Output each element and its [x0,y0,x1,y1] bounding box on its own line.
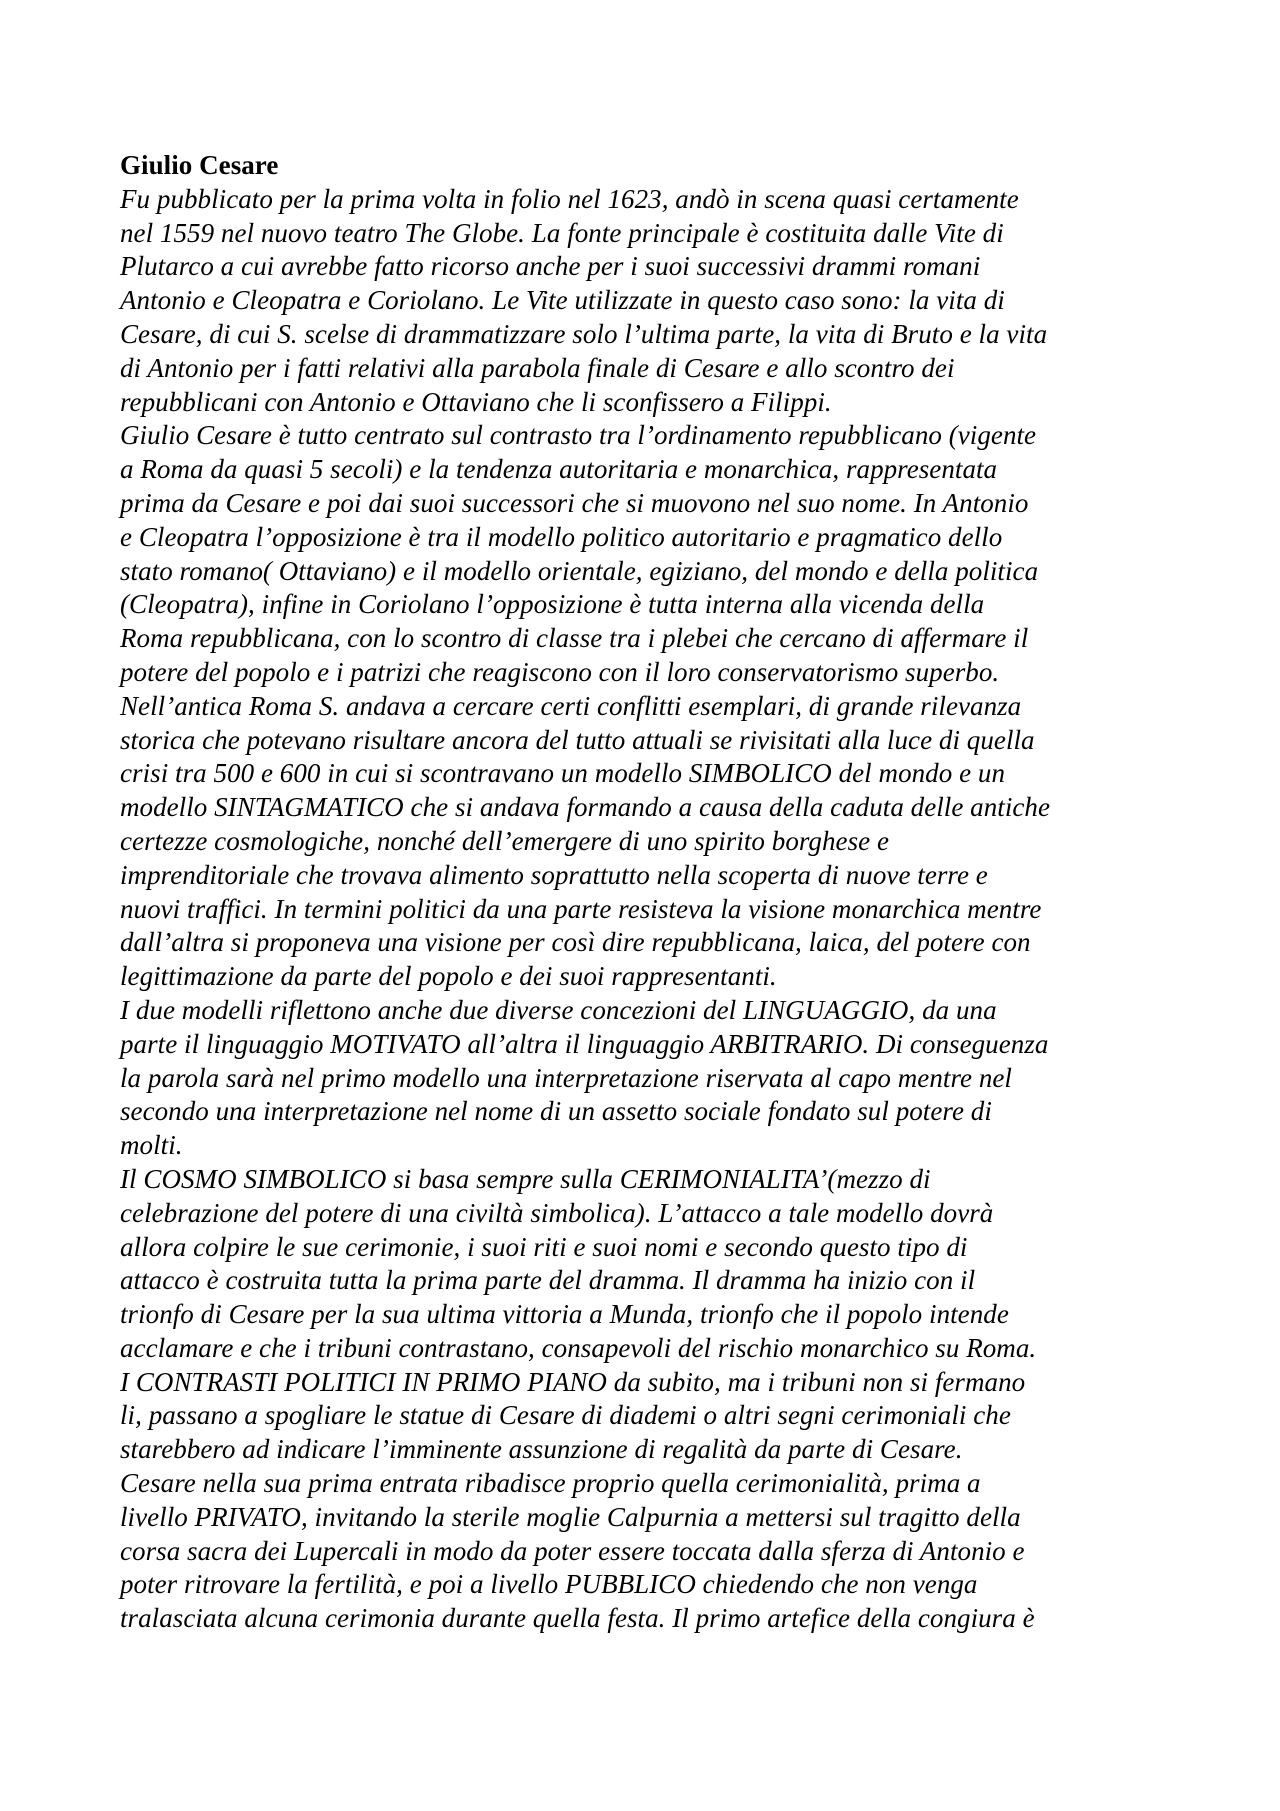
text-line: secondo una interpretazione nel nome di un assetto sociale fondato sul potere di [120,1096,992,1127]
text-line: Nell’antica Roma S. andava a cercare certi conflitti esemplari, di grande rilevanza [120,690,1022,721]
text-line: Giulio Cesare è tutto centrato sul contrasto tra l’ordinamento repubblicano (vigente [120,420,1037,451]
text-line: a Roma da quasi 5 secoli) e la tendenza autoritaria e monarchica, rappresentata [120,454,998,485]
document-title: Giulio Cesare [120,150,279,180]
text-line: molti. [120,1130,183,1161]
text-line: Antonio e Cleopatra e Coriolano. Le Vite utilizzate in questo caso sono: la vita di [120,285,1005,316]
text-line: storica che potevano risultare ancora del tutto attuali se rivisitati alla luce di quella [120,724,1035,755]
text-line: crisi tra 500 e 600 in cui si scontravano un modello SIMBOLICO del mondo e un [120,758,1006,789]
text-line: Plutarco a cui avrebbe fatto ricorso anche per i suoi successivi drammi romani [120,251,981,282]
text-line: Cesare, di cui S. scelse di drammatizzare solo l’ultima parte, la vita di Bruto e la vita [120,318,1048,349]
text-line: modello SINTAGMATICO che si andava formando a causa della caduta delle antiche [120,792,1051,823]
text-line: legittimazione da parte del popolo e dei suoi rappresentanti. [120,961,777,992]
text-line: acclamare e che i tribuni contrastano, consapevoli del rischio monarchico su Roma. [120,1332,1037,1363]
text-line: trionfo di Cesare per la sua ultima vittoria a Munda, trionfo che il popolo intende [120,1299,1009,1330]
document-page [120,149,1165,1636]
text-line: prima da Cesare e poi dai suoi successori che si muovono nel suo nome. In Antonio [120,487,1029,518]
text-line: la parola sarà nel primo modello una interpretazione riservata al capo mentre nel [120,1062,1012,1093]
text-line: Cesare nella sua prima entrata ribadisce proprio quella cerimonialità, prima a [120,1468,981,1499]
text-line: li, passano a spogliare le statue di Cesare di diademi o altri segni cerimoniali che [120,1400,1011,1431]
text-line: potere del popolo e i patrizi che reagiscono con il loro conservatorismo superbo. [120,656,1000,687]
text-line: parte il linguaggio MOTIVATO all’altra il linguaggio ARBITRARIO. Di conseguenza [120,1028,1049,1059]
text-line: repubblicani con Antonio e Ottaviano che li sconfissero a Filippi. [120,386,832,417]
text-line: nel 1559 nel nuovo teatro The Globe. La fonte principale è costituita dalle Vite di [120,217,1004,248]
text-line: livello PRIVATO, invitando la sterile moglie Calpurnia a mettersi sul tragitto della [120,1501,1021,1532]
text-line: I due modelli riflettono anche due diverse concezioni del LINGUAGGIO, da una [120,994,997,1025]
text-line: imprenditoriale che trovava alimento soprattutto nella scoperta di nuove terre e [120,859,988,890]
text-line: certezze cosmologiche, nonché dell’emergere di uno spirito borghese e [120,825,889,856]
text-line: corsa sacra dei Lupercali in modo da poter essere toccata dalla sferza di Antonio e [120,1535,1025,1566]
text-line: I CONTRASTI POLITICI IN PRIMO PIANO da subito, ma i tribuni non si fermano [120,1366,1026,1397]
text-line: di Antonio per i fatti relativi alla parabola finale di Cesare e allo scontro dei [120,352,955,383]
text-line: e Cleopatra l’opposizione è tra il modello politico autoritario e pragmatico dello [120,521,1003,552]
text-line: allora colpire le sue cerimonie, i suoi riti e suoi nomi e secondo questo tipo di [120,1231,968,1262]
text-line: stato romano( Ottaviano) e il modello orientale, egiziano, del mondo e della politica [120,555,1039,586]
text-line: (Cleopatra), infine in Coriolano l’opposizione è tutta interna alla vicenda della [120,589,985,620]
text-line: starebbero ad indicare l’imminente assunzione di regalità da parte di Cesare. [120,1434,963,1465]
text-line: Fu pubblicato per la prima volta in folio nel 1623, andò in scena quasi certamente [120,183,1019,214]
text-line: celebrazione del potere di una civiltà simbolica). L’attacco a tale modello dovrà [120,1197,994,1228]
text-line: dall’altra si proponeva una visione per così dire repubblicana, laica, del potere con [120,927,1031,958]
text-line: tralasciata alcuna cerimonia durante quella festa. Il primo artefice della congiura è [120,1603,1035,1634]
text-line: nuovi traffici. In termini politici da una parte resisteva la visione monarchica mentre [120,893,1042,924]
text-line: Il COSMO SIMBOLICO si basa sempre sulla CERIMONIALITA’(mezzo di [120,1163,931,1194]
text-line: Roma repubblicana, con lo scontro di classe tra i plebei che cercano di affermare il [120,623,1029,654]
text-line: poter ritrovare la fertilità, e poi a livello PUBBLICO chiedendo che non venga [120,1569,978,1600]
text-line: attacco è costruita tutta la prima parte del dramma. Il dramma ha inizio con il [120,1265,976,1296]
